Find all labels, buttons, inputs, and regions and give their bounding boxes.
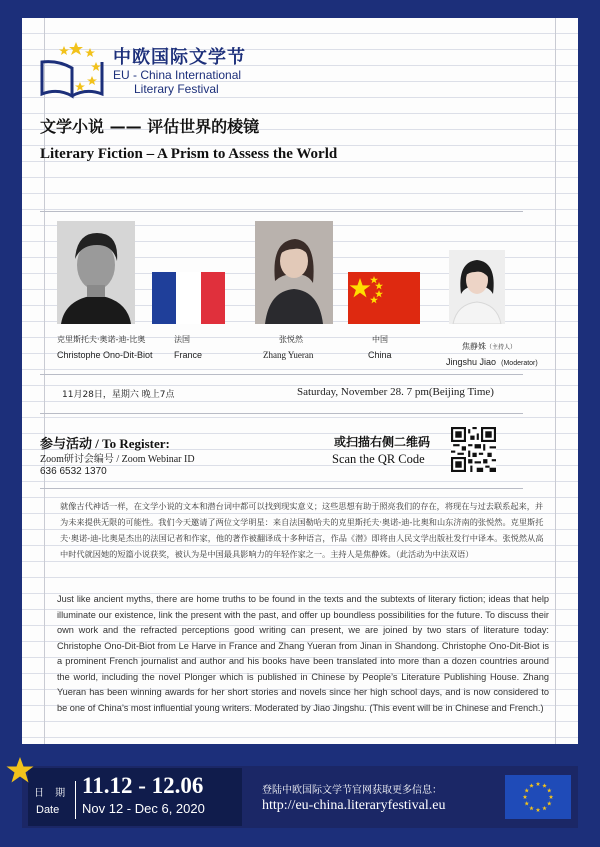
speaker-1-country-cn: 法国 <box>174 335 190 344</box>
speaker-photo-christophe <box>57 221 135 324</box>
zoom-webinar-label: Zoom研讨会编号 / Zoom Webinar ID <box>40 454 195 465</box>
logo-title-cn: 中欧国际文学节 <box>113 47 246 68</box>
eu-flag-icon <box>505 775 571 819</box>
logo-title-en-line2: Literary Festival <box>134 82 219 96</box>
date-label-cn: 日 期 <box>34 788 70 799</box>
event-title-cn: 文学小说 —— 评估世界的棱镜 <box>40 117 260 136</box>
speaker-2-name-en: Zhang Yueran <box>263 350 314 360</box>
margin-rule-right <box>555 18 556 744</box>
divider <box>40 374 523 375</box>
china-flag <box>348 272 420 324</box>
star-icon <box>5 756 35 786</box>
qr-instruction-en: Scan the QR Code <box>332 452 425 466</box>
speaker-2-country-en: China <box>368 350 392 360</box>
festival-dates-short: 11.12 - 12.06 <box>82 773 204 798</box>
speaker-3-name-cn: 焦静姝 <box>462 342 486 351</box>
speaker-photo-jiao <box>449 250 505 324</box>
open-book-stars-icon <box>36 38 110 100</box>
event-description-en: Just like ancient myths, there are home truths to be found in the texts and the subtexts of literary fiction; ideas that help illuminate our existence, link the present with the past, and offer up boundless possibilities for the future. To discuss their own work and the refracted perceptions good writing can present, we are joined by two stars of literature today: Christophe Ono-Dit-Biot from Le Harve in France and Zhang Yueran from Jinan in Shandong. Christophe Ono-Dit-Biot is a prominent French journalist and author and his books have been translated into more than a dozen countries around the world, including the novel Plonger which is published in Chinese by People’s Literature Publishing House. Zhang Yueran has been winning awards for her short stories and novels since her high school days, and is now considered to be one of China’s most influential young writers. Moderated by Jiao Jingshu. (This event will be in Chinese and French.) <box>57 594 549 713</box>
speaker-3-name-en-group <box>446 350 538 369</box>
qr-code-icon[interactable] <box>451 427 496 472</box>
speaker-1-country-en: France <box>174 350 203 360</box>
website-link[interactable]: http://eu-china.literaryfestival.eu <box>262 798 446 813</box>
logo-title-en-line1: EU - China International <box>113 68 242 82</box>
qr-instruction-cn: 或扫描右侧二维码 <box>334 435 431 449</box>
zoom-webinar-id[interactable]: 636 6532 1370 <box>40 466 107 477</box>
speaker-2-country-cn: 中国 <box>372 335 388 344</box>
event-description-cn: 就像古代神话一样，在文学小说的文本和潜台词中都可以找到现实意义；这些思想有助于照亮我们的存在，将现在与过去联系起来，并为未来提供无限的可能性。我们今天邀请了两位文学明星：来自法国勒哈夫的克里斯托夫·奥诺-迪-比奥和山东济南的张悦然。克里斯托夫·奥诺-迪-比奥是杰出的法国记者和作家，他的著作被翻译成十多种语言，作品《潜》即将由人民文学出版社发行中译本。张悦然从高中时代就因她的短篇小说获奖，被认为是中国最具影响力的年轻作家之一。主持人是焦静姝。（此活动为中法双语） <box>60 501 544 559</box>
france-flag <box>152 272 225 324</box>
website-label-cn: 登陆中欧国际文学节官网获取更多信息： <box>262 785 442 796</box>
festival-logo <box>36 38 286 98</box>
register-title: 参与活动 / To Register: <box>40 436 170 451</box>
event-title-en: Literary Fiction – A Prism to Assess the World <box>40 146 338 162</box>
divider <box>40 488 523 489</box>
speaker-photo-zhang <box>255 221 333 324</box>
divider <box>40 211 523 212</box>
festival-dates-long: Nov 12 - Dec 6, 2020 <box>82 801 205 816</box>
speaker-3-role-cn: （主持人） <box>486 344 517 351</box>
speaker-1-name-cn: 克里斯托夫·奥诺-迪-比奥 <box>57 335 146 344</box>
speaker-2-name-cn: 张悦然 <box>279 335 303 344</box>
date-label-en: Date <box>36 804 60 816</box>
schedule-cn: 11月28日，星期六 晚上7点 <box>62 390 175 400</box>
speaker-3-name-en: Jingshu Jiao <box>446 357 497 367</box>
speaker-1-name-en: Christophe Ono-Dit-Biot <box>57 350 153 360</box>
date-separator <box>75 781 76 819</box>
divider <box>40 413 523 414</box>
schedule-en: Saturday, November 28. 7 pm(Beijing Time) <box>297 386 494 398</box>
speaker-3-role-en: (Moderator) <box>501 360 538 367</box>
